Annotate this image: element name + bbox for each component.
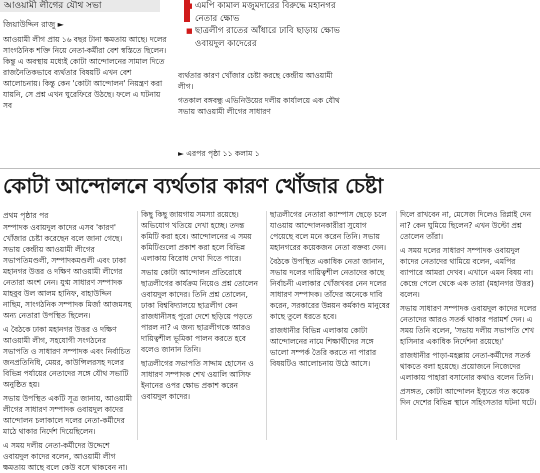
article-paragraph: ছাত্রলীগের সভাপতি সাদ্দাম হোসেন ও সাধারণ সম্পাদক শেখ ওয়ালি আসিফ ইনানের ওপর ক্ষোভ প্রকাশ করেন ওবায়দুল কাদের। [141,359,254,401]
section-kicker: আওয়ামী লীগের যৌথ সভা [0,0,160,12]
byline: জিয়াউদ্দিন রাজু ► [3,20,64,29]
article-paragraph: বৈঠকে উপস্থিত একাধিক নেতা জানান, সভায় দলের দায়িত্বশীল নেতাদের কাছে নির্বাচনী এলাকার খোঁজখবর নেন দলের সাধারণ সম্পাদক। তাঁদের অনেকে দাবি করেন, সরকারের উন্নয়ন কর্মকাণ্ড মানুষের কাছে তুলে ধরতে হবে। [270,257,390,321]
article-paragraph: কিছু কিছু জায়গায় সমস্যা রয়েছে। অভিযোগ খতিয়ে দেখা হচ্ছে। তদন্ত কমিটি করা হবে। আন্দোলনের এ সময় কমিটিগুলো প্রকাশ করা হলে বিভিন্ন এলাকায় বিরোধ দেখা দিতে পারে। [141,210,252,263]
jump-line: ► এরপর পৃষ্ঠা ১১ কলাম ১ [178,149,260,158]
article-column-4 [400,209,538,440]
article-paragraph: এ সময় দলের সাধারণ সম্পাদক ওবায়দুল কাদের নেতাদের থামিয়ে বলেন, এমপির ব্যাপারে আমরা দেখব। এখানে এমন বিষয় না। কেন্দ্রে পেলে থেকে এক তারা (মহানগর উত্তর) বলেন। [400,246,534,299]
article-column-1 [3,222,133,472]
intro-paragraph: আওয়ামী লীগ প্রায় ১৬ বছর টানা ক্ষমতায় আছে। দলের সাংগঠনিক শক্তি নিয়ে নেতা-কর্মীরা বেশ স্বস্তিতে ছিলেন। কিন্তু এ অবস্থায় মধ্যেই কোটা আন্দোলনের সামাল দিতে রাজনৈতিকভাবে ব্যর্থতার বিষয়টি এখন বেশ আলোচনায়। কিন্তু কেন 'কোটা আন্দোলন' নিয়ন্ত্রণ করা যায়নি, সে প্রশ্ন এখন ঘুরেফিরে উঠছে। ফলে এ ঘটনায় সব [3,35,167,110]
article-paragraph: এ সময় দলীয় নেতা-কর্মীদের উদ্দেশে ওবায়দুল কাদের বলেন, আওয়ামী লীগ ক্ষমতায় আছে বলে কেউ বসে থাকবেন না। [3,441,128,472]
article-paragraph: রাজধানীর পাড়া-মহল্লায় নেতা-কর্মীদের সতর্ক থাকতে বলা হয়েছে। প্রয়োজনে নিজেদের এলাকায় পাহারা বসানোর কথাও বলেন তিনি। [400,351,534,382]
divider [0,168,540,169]
article-paragraph: প্রসঙ্গত, কোটা আন্দোলন ইস্যুতে গত কয়েক দিন দেশের বিভিন্ন স্থানে সহিংসতার ঘটনা ঘটে। [400,387,537,407]
square-bullet-icon: ■ [186,2,193,10]
continued-label: প্রথম পৃষ্ঠার পর [3,211,49,220]
intro-paragraph: গতকাল বঙ্গবন্ধু এভিনিউয়ের দলীয় কার্যালয়ে এক যৌথ সভায় আওয়ামী লীগের সাধারণ [178,96,340,116]
summary-bullet-text: ছাত্রলীগ রাতের আঁধারে ঢাবি ছাড়ায় ক্ষোভ ওবায়দুল কাদেরের [195,26,340,49]
article-paragraph: রাজধানীর বিভিন্ন এলাকায় কোটা আন্দোলনের নামে শিক্ষার্থীদের সঙ্গে ভালো সম্পর্ক তৈরি করতে না পারার বিষয়টিও আলোচনায় উঠে আসে। [270,326,377,368]
column-divider [266,211,267,440]
intro-paragraph: ব্যর্থতার কারণ খোঁজার চেষ্টা করছে কেন্দ্রীয় আওয়ামী লীগ। [178,71,333,91]
headline: কোটা আন্দোলনে ব্যর্থতার কারণ খোঁজার চেষ্টা [3,174,383,198]
article-paragraph: সভায় কোটা আন্দোলন প্রতিরোধে ছাত্রলীগের কার্যক্রম নিয়েও প্রশ্ন তোলেন ওবায়দুল কাদের। তিনি প্রশ্ন তোলেন, ঢাকা বিশ্ববিদ্যালয়ে ছাত্রলীগ কেন রাজধানীসহ পুরো দেশে ছড়িয়ে পড়তে পারল না? এ জন্য ছাত্রলীগকে আরও দায়িত্বশীল ভূমিকা পালন করতে হবে বলেও জানান তিনি। [141,268,258,354]
intro-column [3,34,170,156]
article-paragraph: সভায় সাধারণ সম্পাদক ওবায়দুল কাদের দলের নেতাদের আরও সতর্ক থাকার পরামর্শ দেন। এ সময় তিনি বলেন, 'সভায় দলীয় সভাপতি শেখ হাসিনার একাধিক নির্দেশনা রয়েছে।' [400,304,537,346]
article-column-2 [141,209,263,440]
summary-bullets [186,0,356,50]
article-paragraph: সম্পাদক ওবায়দুল কাদের এসব 'কারণ' খোঁজার চেষ্টা করেছেন বলে জানা গেছে। সভায় কেন্দ্রীয় আওয়ামী লীগের সভাপতিমণ্ডলী, সম্পাদকমণ্ডলী এবং ঢাকা মহানগর উত্তর ও দক্ষিণ আওয়ামী লীগের নেতারা অংশ নেন। যুগ্ম সাধারণ সম্পাদক মাহবুব উল আলম হানিফ, বাহাউদ্দিন নাছিম, সাংগঠনিক সম্পাদক মির্জা আজমসহ অন্য নেতারা উপস্থিত ছিলেন। [3,223,132,320]
summary-bullet-text: এমপি কামাল মজুমদারের বিরুদ্ধে মহানগর নেতার ক্ষোভ [195,1,336,24]
summary-bullet [186,0,356,25]
article-paragraph: ছাত্রলীগের নেতারা ক্যাম্পাস ছেড়ে চলে যাওয়ায় আন্দোলনকারীরা সুযোগ পেয়েছে বলে মনে করেন তিনি। সভায় মহানগরের কয়েকজন নেতা বক্তব্য দেন। [270,210,387,252]
square-bullet-icon: ■ [186,27,193,36]
article-paragraph: সভায় উপস্থিত একটি সূত্র জানায়, আওয়ামী লীগের সাধারণ সম্পাদক ওবায়দুল কাদের আন্দোলন চলাকালে দলের নেতা-কর্মীদের মাঠে থাকার নির্দেশ দিয়েছিলেন। [3,394,133,436]
intro-column-2 [178,70,343,150]
column-divider [396,211,397,440]
article-paragraph: দিলে রাখবেন না, মেসেজ দিলেও রিপ্লাই দেন না? কেন ঘুমিয়ে ছিলেন? এখন উল্টো প্রশ্ন তোলেন তাঁরা। [400,210,532,241]
summary-bullet [186,25,356,50]
column-divider [137,211,138,440]
article-column-3 [270,209,392,440]
article-paragraph: এ বৈঠকে ঢাকা মহানগর উত্তর ও দক্ষিণ আওয়ামী লীগ, সহযোগী সংগঠনের সভাপতি ও সাধারণ সম্পাদক এবং নির্বাচিত জনপ্রতিনিধি, মেয়র, কাউন্সিলরসহ দলের বিভিন্ন পর্যায়ের নেতাদের সঙ্গে যৌথ সভাটি অনুষ্ঠিত হয়। [3,325,131,389]
